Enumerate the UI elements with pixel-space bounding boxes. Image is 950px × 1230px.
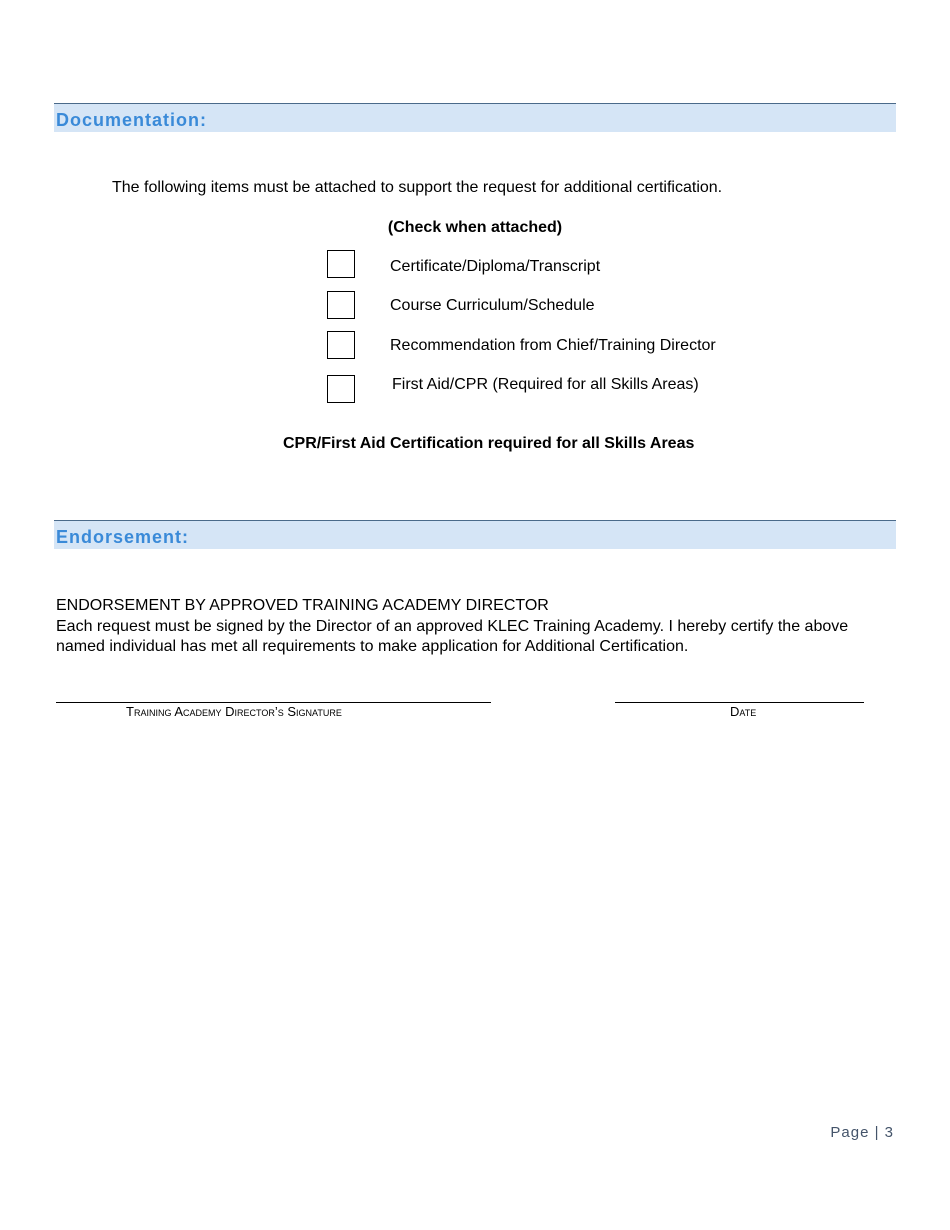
checkbox-label-certificate: Certificate/Diploma/Transcript (390, 258, 601, 275)
endorsement-title: Endorsement: (56, 527, 190, 547)
endorsement-section-header (54, 520, 896, 549)
checkbox-certificate[interactable] (327, 250, 355, 278)
documentation-intro: The following items must be attached to support the request for additional certification. (112, 179, 723, 196)
check-when-attached-heading: (Check when attached) (387, 219, 563, 236)
director-signature-caption: Training Academy Director’s Signature (126, 704, 342, 719)
documentation-title: Documentation: (56, 110, 207, 130)
cpr-requirement-note: CPR/First Aid Certification required for all Skills Areas (283, 435, 695, 452)
date-line[interactable] (615, 702, 864, 703)
checkbox-curriculum[interactable] (327, 291, 355, 319)
documentation-section-header (54, 103, 896, 132)
checkbox-label-first-aid-cpr: First Aid/CPR (Required for all Skills Areas) (392, 376, 699, 393)
checkbox-recommendation[interactable] (327, 331, 355, 359)
director-signature-line[interactable] (56, 702, 491, 703)
page-number: Page | 3 (830, 1124, 894, 1141)
endorsement-heading: ENDORSEMENT BY APPROVED TRAINING ACADEMY DIRECTOR (56, 597, 549, 614)
endorsement-text: Each request must be signed by the Director of an approved KLEC Training Academy. I hereby certify the above named individual has met all requirements to make application for Additional Certification. (56, 618, 849, 655)
checkbox-label-curriculum: Course Curriculum/Schedule (390, 297, 595, 314)
checkbox-label-recommendation: Recommendation from Chief/Training Director (390, 337, 716, 354)
checkbox-first-aid-cpr[interactable] (327, 375, 355, 403)
date-caption: Date (730, 704, 757, 719)
